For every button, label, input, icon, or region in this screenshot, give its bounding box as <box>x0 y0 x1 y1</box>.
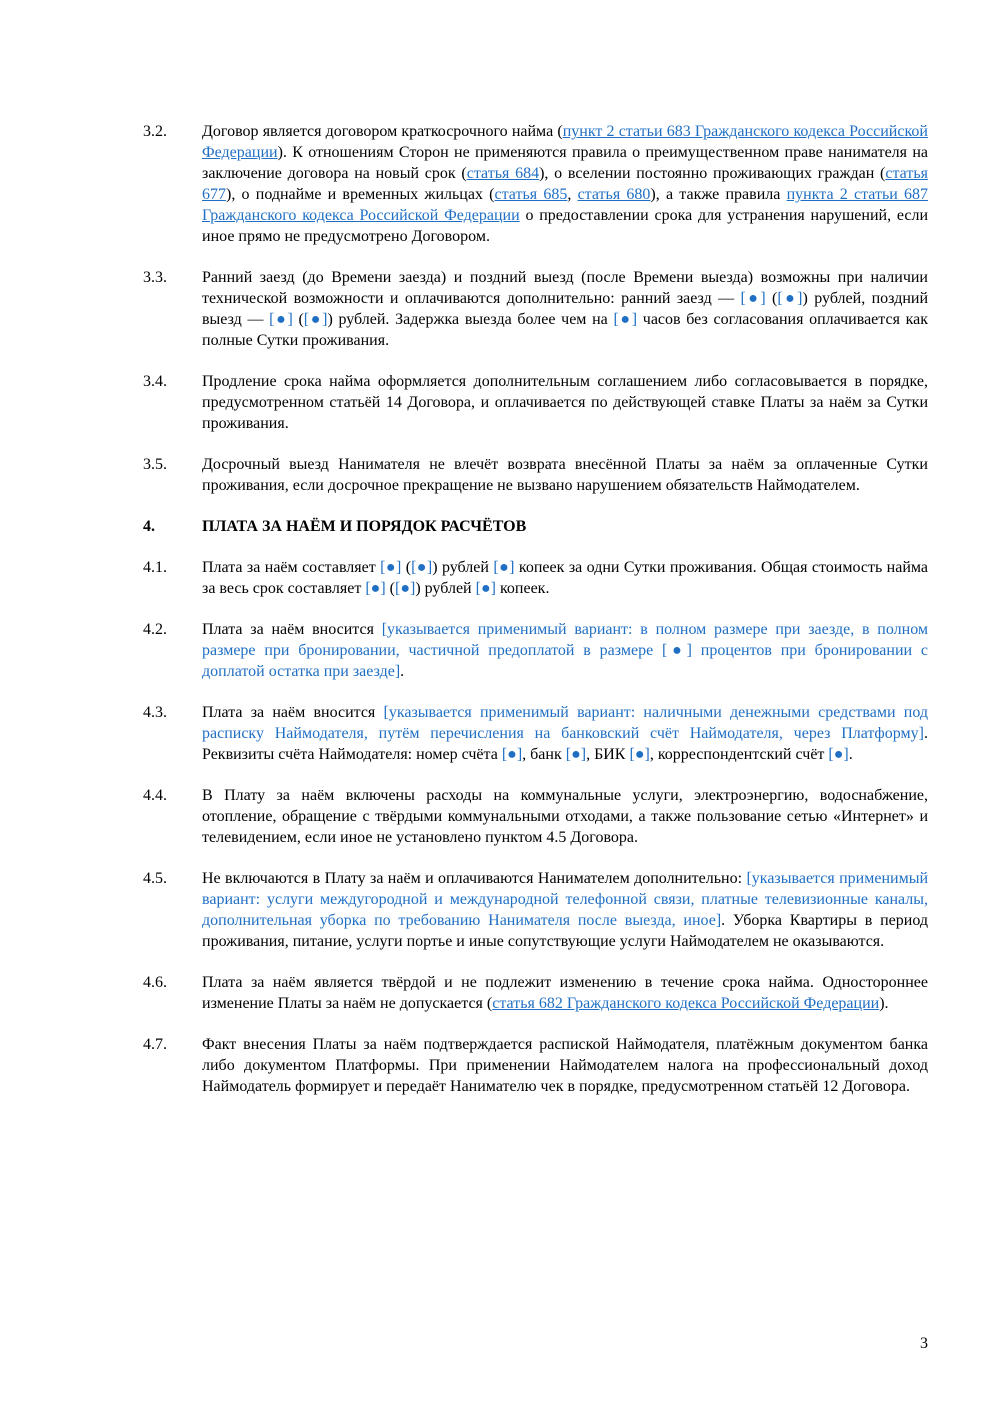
clause-text <box>202 619 928 682</box>
clause-text <box>202 868 928 952</box>
law-reference-link[interactable]: статья 682 Гражданского кодекса Российской Федерации <box>492 995 880 1012</box>
placeholder-field: [●] <box>269 311 293 328</box>
clause-item <box>143 1034 928 1097</box>
clause-text-segment: . Уборка Квартиры в период проживания, питание, услуги портье и иные сопутствующие услуги Наймодателем не оказываются. <box>202 912 928 950</box>
law-reference-link[interactable]: статья 685 <box>494 186 568 203</box>
law-reference-link[interactable]: статья 680 <box>577 186 651 203</box>
clause-text-segment: ). К отношениям Сторон не применяются правила о преимущественном праве нанимателя на заключение договора на новый срок ( <box>202 144 928 182</box>
clause-text <box>202 1034 928 1097</box>
clause-text-segment: ПЛАТА ЗА НАЁМ И ПОРЯДОК РАСЧЁТОВ <box>202 518 527 535</box>
clause-text <box>202 454 928 496</box>
clause-text-segment: , корреспондентский счёт <box>649 746 829 763</box>
clause-text <box>202 702 928 765</box>
page-number: 3 <box>920 1335 928 1352</box>
clause-text-segment: Ранний заезд (до Времени заезда) и поздний выезд (после Времени выезда) возможны при наличии технической возможности и оплачиваются дополнительно: ранний заезд — <box>202 269 928 307</box>
clause-text-segment: о предоставлении срока для устранения нарушений, если иное прямо не предусмотрено Договором. <box>202 207 929 245</box>
clause-item <box>143 785 928 848</box>
clause-text-segment: Плата за наём вносится <box>202 704 384 721</box>
clause-number: 4.7. <box>143 1036 167 1053</box>
section-heading <box>143 516 928 537</box>
clause-text-segment: Плата за наём вносится <box>202 621 382 638</box>
clause-number: 3.3. <box>143 269 167 286</box>
placeholder-field: [●] <box>777 290 803 307</box>
clause-text <box>202 267 928 351</box>
clause-text-segment: Плата за наём является твёрдой и не подлежит изменению в течение срока найма. Одностороннее изменение Платы за наём не допускается ( <box>202 974 928 1012</box>
clause-text-segment: ), о поднайме и временных жильцах ( <box>226 186 495 203</box>
clause-text <box>202 557 928 599</box>
clause-text <box>202 371 928 434</box>
clause-number: 3.5. <box>143 456 167 473</box>
clause-text-segment: Договор является договором краткосрочного найма ( <box>202 123 563 140</box>
clause-text-segment: ) рублей <box>415 580 476 597</box>
clause-text-segment: ( <box>385 580 395 597</box>
clause-number: 3.2. <box>143 123 167 140</box>
clause-text-segment: ), а также правила <box>650 186 787 203</box>
clause-text-segment: . <box>400 663 405 680</box>
clause-text-segment: , БИК <box>586 746 630 763</box>
placeholder-field: [●] <box>565 746 587 763</box>
clause-number: 4.1. <box>143 559 167 576</box>
clause-text-segment: ). <box>879 995 889 1012</box>
placeholder-field: [●] <box>394 580 416 597</box>
clause-number: 4.6. <box>143 974 167 991</box>
clause-text-segment: Продление срока найма оформляется дополнительным соглашением либо согласовывается в порядке, предусмотренном статьёй 14 Договора, и оплачивается по действующей ставке Платы за наём за Сутки проживания. <box>202 373 928 432</box>
clause-text-segment: ( <box>292 311 304 328</box>
clause-text <box>202 121 928 247</box>
clause-number: 4. <box>143 518 155 535</box>
clause-list <box>143 121 928 1097</box>
clause-item <box>143 702 928 765</box>
clause-text-segment: Факт внесения Платы за наём подтверждается распиской Наймодателя, платёжным документом банка либо документом Платформы. При применении Наймодателем налога на профессиональный доход Наймодатель формирует и передаёт Нанимателю чек в порядке, предусмотренном статьёй 12 Договора. <box>202 1036 928 1095</box>
clause-item <box>143 454 928 496</box>
placeholder-field: [●] <box>629 746 650 763</box>
clause-text-segment: часов без согласования оплачивается как полные Сутки проживания. <box>202 311 929 349</box>
placeholder-field: [●] <box>501 746 523 763</box>
clause-text-segment: ) рублей, поздний выезд — <box>202 290 929 328</box>
placeholder-field: [●] <box>828 746 849 763</box>
clause-text-segment: Досрочный выезд Нанимателя не влечёт возврата внесённой Платы за наём за оплаченные Сутки проживания, если досрочное прекращение не вызвано нарушением обязательств Наймодателем. <box>202 456 928 494</box>
clause-item <box>143 267 928 351</box>
clause-text-segment: . <box>848 746 853 763</box>
clause-item <box>143 121 928 247</box>
placeholder-field: [●] <box>613 311 638 328</box>
clause-text-segment: В Плату за наём включены расходы на коммунальные услуги, электроэнергию, водоснабжение, отопление, обращение с твёрдыми коммунальными отходами, а также пользование сетью «Интернет» и телевидением, если иное не установлено пунктом 4.5 Договора. <box>202 787 928 846</box>
clause-text-segment: ) рублей. Задержка выезда более чем на <box>327 311 614 328</box>
clause-item <box>143 868 928 952</box>
clause-text <box>202 972 928 1014</box>
clause-item <box>143 619 928 682</box>
placeholder-field: [●] <box>380 559 402 576</box>
clause-text-segment: ), о вселении постоянно проживающих граждан ( <box>539 165 886 182</box>
clause-text-segment: ( <box>765 290 778 307</box>
placeholder-field: [●] <box>411 559 433 576</box>
clause-number: 4.2. <box>143 621 167 638</box>
clause-text-segment: . Реквизиты счёта Наймодателя: номер счёта <box>202 725 928 763</box>
section-title <box>202 516 928 537</box>
clause-number: 4.5. <box>143 870 167 887</box>
clause-text-segment: , <box>567 186 578 203</box>
clause-item <box>143 972 928 1014</box>
placeholder-field: [●] <box>303 311 328 328</box>
clause-text-segment: , банк <box>522 746 566 763</box>
law-reference-link[interactable]: пункт 2 статьи 683 Гражданского кодекса Российской Федерации <box>202 123 928 161</box>
law-reference-link[interactable]: статья 684 <box>466 165 540 182</box>
placeholder-field: [указывается применимый вариант: в полном размере при заезде, в полном размере при бронировании, частичной предоплатой в размере [●] процентов при бронировании с доплатой остатка при заезде] <box>202 621 929 680</box>
clause-text-segment: ( <box>401 559 412 576</box>
clause-text-segment: Плата за наём составляет <box>202 559 381 576</box>
clause-number: 4.4. <box>143 787 167 804</box>
clause-text-segment: ) рублей <box>432 559 494 576</box>
law-reference-link[interactable]: пункта 2 статьи 687 Гражданского кодекса Российской Федерации <box>202 186 929 224</box>
clause-text-segment: копеек за одни Сутки проживания. Общая стоимость найма за весь срок составляет <box>202 559 929 597</box>
placeholder-field: [указывается применимый вариант: услуги междугородной и международной телефонной связи, платные телевизионные каналы, дополнительная уборка по требованию Нанимателя после выезда, иное] <box>202 870 929 929</box>
clause-text-segment: Не включаются в Плату за наём и оплачиваются Нанимателем дополнительно: <box>202 870 747 887</box>
clause-text <box>202 785 928 848</box>
clause-text-segment: копеек. <box>495 580 550 597</box>
placeholder-field: [●] <box>475 580 496 597</box>
clause-number: 3.4. <box>143 373 167 390</box>
placeholder-field: [указывается применимый вариант: наличными денежными средствами под расписку Наймодателя, путём перечисления на банковский счёт Наймодателя, через Платформу] <box>202 704 929 742</box>
placeholder-field: [●] <box>493 559 515 576</box>
clause-item <box>143 557 928 599</box>
placeholder-field: [●] <box>365 580 386 597</box>
law-reference-link[interactable]: статья 677 <box>202 165 929 203</box>
clause-item <box>143 371 928 434</box>
placeholder-field: [●] <box>740 290 766 307</box>
clause-number: 4.3. <box>143 704 167 721</box>
